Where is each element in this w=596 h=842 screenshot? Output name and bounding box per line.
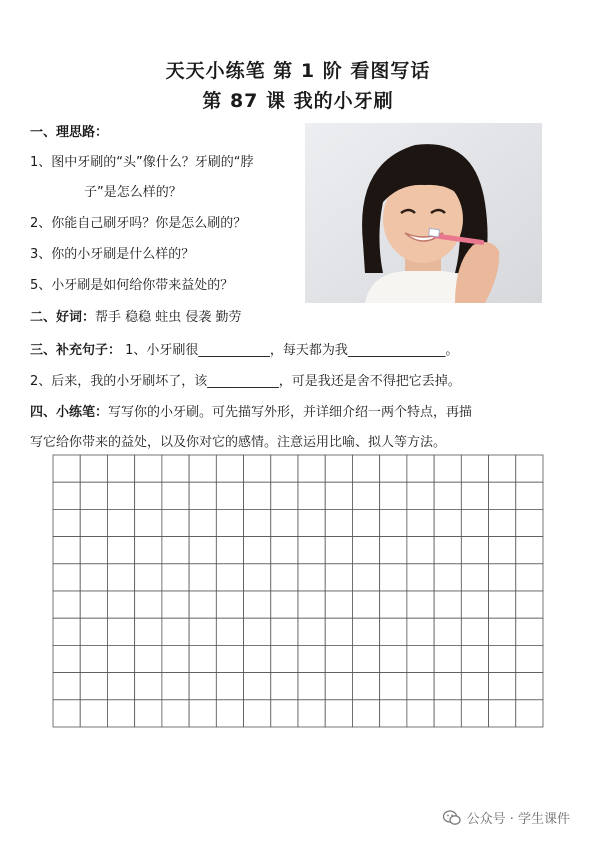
grid-cell[interactable] <box>162 455 189 482</box>
grid-cell[interactable] <box>325 618 352 645</box>
grid-cell[interactable] <box>216 673 243 700</box>
grid-cell[interactable] <box>352 673 379 700</box>
grid-cell[interactable] <box>352 564 379 591</box>
grid-cell[interactable] <box>107 645 134 672</box>
grid-cell[interactable] <box>489 455 516 482</box>
grid-cell[interactable] <box>434 700 461 727</box>
grid-cell[interactable] <box>298 509 325 536</box>
grid-cell[interactable] <box>489 673 516 700</box>
grid-cell[interactable] <box>352 482 379 509</box>
grid-cell[interactable] <box>162 673 189 700</box>
grid-cell[interactable] <box>107 564 134 591</box>
grid-cell[interactable] <box>434 537 461 564</box>
grid-cell[interactable] <box>516 482 543 509</box>
grid-cell[interactable] <box>135 673 162 700</box>
grid-cell[interactable] <box>53 482 80 509</box>
grid-cell[interactable] <box>352 591 379 618</box>
grid-cell[interactable] <box>407 673 434 700</box>
grid-cell[interactable] <box>107 482 134 509</box>
grid-cell[interactable] <box>107 537 134 564</box>
grid-cell[interactable] <box>189 645 216 672</box>
grid-cell[interactable] <box>352 618 379 645</box>
grid-cell[interactable] <box>162 537 189 564</box>
writing-prompt-line1: 写写你的小牙刷。可先描写外形，并详细介绍一两个特点，再描 <box>108 405 473 420</box>
grid-cell[interactable] <box>80 537 107 564</box>
grid-cell[interactable] <box>53 618 80 645</box>
girl-brushing-teeth-photo <box>305 123 542 303</box>
grid-cell[interactable] <box>434 482 461 509</box>
grid-cell[interactable] <box>135 700 162 727</box>
grid-cell[interactable] <box>53 509 80 536</box>
grid-cell[interactable] <box>407 455 434 482</box>
grid-cell[interactable] <box>216 645 243 672</box>
grid-cell[interactable] <box>380 618 407 645</box>
grid-cell[interactable] <box>516 591 543 618</box>
grid-cell[interactable] <box>271 591 298 618</box>
grid-cell[interactable] <box>244 564 271 591</box>
grid-cell[interactable] <box>516 537 543 564</box>
grid-cell[interactable] <box>380 455 407 482</box>
grid-cell[interactable] <box>189 564 216 591</box>
grid-cell[interactable] <box>244 509 271 536</box>
grid-cell[interactable] <box>489 645 516 672</box>
wechat-icon <box>443 810 461 826</box>
grid-cell[interactable] <box>516 645 543 672</box>
grid-cell[interactable] <box>325 700 352 727</box>
grid-cell[interactable] <box>434 455 461 482</box>
grid-cell[interactable] <box>352 645 379 672</box>
grid-cell[interactable] <box>407 591 434 618</box>
grid-cell[interactable] <box>489 591 516 618</box>
grid-cell[interactable] <box>189 700 216 727</box>
grid-cell[interactable] <box>135 537 162 564</box>
grid-cell[interactable] <box>407 482 434 509</box>
grid-cell[interactable] <box>135 591 162 618</box>
grid-cell[interactable] <box>135 618 162 645</box>
grid-cell[interactable] <box>434 564 461 591</box>
grid-cell[interactable] <box>489 537 516 564</box>
grid-cell[interactable] <box>516 673 543 700</box>
grid-cell[interactable] <box>489 618 516 645</box>
grid-cell[interactable] <box>325 455 352 482</box>
grid-cell[interactable] <box>216 455 243 482</box>
grid-cell[interactable] <box>434 673 461 700</box>
grid-cell[interactable] <box>325 482 352 509</box>
grid-cell[interactable] <box>461 673 488 700</box>
grid-cell[interactable] <box>461 537 488 564</box>
grid-cell[interactable] <box>189 482 216 509</box>
grid-cell[interactable] <box>244 455 271 482</box>
grid-cell[interactable] <box>461 618 488 645</box>
grid-cell[interactable] <box>271 482 298 509</box>
grid-cell[interactable] <box>461 455 488 482</box>
grid-cell[interactable] <box>244 645 271 672</box>
grid-cell[interactable] <box>352 700 379 727</box>
section4-heading: 四、小练笔： <box>30 405 109 420</box>
section3-heading: 三、补充句子： <box>30 343 122 358</box>
grid-cell[interactable] <box>53 673 80 700</box>
grid-cell[interactable] <box>80 591 107 618</box>
sentence-1: 1、小牙刷很___________，每天都为我_______________。 <box>121 343 459 358</box>
grid-cell[interactable] <box>407 509 434 536</box>
grid-cell[interactable] <box>80 482 107 509</box>
grid-cell[interactable] <box>216 618 243 645</box>
watermark-text: 公众号 · 学生课件 <box>466 812 570 827</box>
grid-cell[interactable] <box>380 564 407 591</box>
grid-cell[interactable] <box>107 618 134 645</box>
grid-cell[interactable] <box>352 537 379 564</box>
grid-cell[interactable] <box>380 673 407 700</box>
grid-cell[interactable] <box>135 564 162 591</box>
grid-cell[interactable] <box>80 673 107 700</box>
grid-cell[interactable] <box>189 537 216 564</box>
grid-cell[interactable] <box>107 673 134 700</box>
grid-cell[interactable] <box>380 537 407 564</box>
grid-cell[interactable] <box>461 564 488 591</box>
grid-cell[interactable] <box>80 618 107 645</box>
grid-cell[interactable] <box>271 618 298 645</box>
grid-cell[interactable] <box>516 618 543 645</box>
grid-cell[interactable] <box>380 591 407 618</box>
grid-cell[interactable] <box>53 455 80 482</box>
grid-cell[interactable] <box>434 645 461 672</box>
grid-cell[interactable] <box>407 700 434 727</box>
question-1-line2: 子”是怎么样的？ <box>84 185 182 200</box>
section2-heading: 二、好词： <box>30 310 96 325</box>
grid-cell[interactable] <box>80 645 107 672</box>
writing-prompt-line2: 写它给你带来的益处，以及你对它的感情。注意运用比喻、拟人等方法。 <box>30 435 447 450</box>
grid-cell[interactable] <box>380 509 407 536</box>
grid-cell[interactable] <box>298 591 325 618</box>
writing-grid[interactable] <box>52 454 544 728</box>
grid-cell[interactable] <box>135 482 162 509</box>
grid-cell[interactable] <box>271 700 298 727</box>
grid-cell[interactable] <box>271 564 298 591</box>
grid-cell[interactable] <box>516 700 543 727</box>
watermark <box>443 808 570 827</box>
grid-cell[interactable] <box>407 645 434 672</box>
grid-cell[interactable] <box>244 591 271 618</box>
grid-cell[interactable] <box>244 700 271 727</box>
grid-cell[interactable] <box>162 700 189 727</box>
grid-cell[interactable] <box>516 455 543 482</box>
grid-cell[interactable] <box>489 482 516 509</box>
fill-sentence-row-1 <box>30 339 458 358</box>
grid-cell[interactable] <box>80 700 107 727</box>
grid-cell[interactable] <box>461 591 488 618</box>
grid-cell[interactable] <box>107 591 134 618</box>
grid-cell[interactable] <box>244 482 271 509</box>
grid-cell[interactable] <box>189 591 216 618</box>
grid-cell[interactable] <box>489 509 516 536</box>
grid-cell[interactable] <box>53 564 80 591</box>
grid-cell[interactable] <box>325 564 352 591</box>
grid-cell[interactable] <box>352 455 379 482</box>
grid-cell[interactable] <box>380 482 407 509</box>
lesson-title: 第 87 课 我的小牙刷 <box>202 90 394 112</box>
grid-cell[interactable] <box>461 645 488 672</box>
grid-cell[interactable] <box>216 482 243 509</box>
grid-cell[interactable] <box>298 618 325 645</box>
grid-cell[interactable] <box>80 564 107 591</box>
grid-cell[interactable] <box>53 537 80 564</box>
grid-cell[interactable] <box>271 673 298 700</box>
grid-cell[interactable] <box>80 455 107 482</box>
grid-cell[interactable] <box>407 564 434 591</box>
grid-cell[interactable] <box>461 700 488 727</box>
grid-cell[interactable] <box>325 645 352 672</box>
question-1-line1: 1、图中牙刷的“头”像什么？牙刷的“脖 <box>30 155 254 170</box>
grid-cell[interactable] <box>244 673 271 700</box>
question-5: 5、小牙刷是如何给你带来益处的？ <box>30 278 234 293</box>
question-2: 2、你能自己刷牙吗？你是怎么刷的？ <box>30 216 247 231</box>
grid-cell[interactable] <box>516 564 543 591</box>
grid-cell[interactable] <box>135 509 162 536</box>
grid-cell[interactable] <box>135 645 162 672</box>
good-words-row <box>30 306 242 325</box>
grid-cell[interactable] <box>53 591 80 618</box>
grid-cell[interactable] <box>216 591 243 618</box>
grid-cell[interactable] <box>434 591 461 618</box>
grid-cell[interactable] <box>216 564 243 591</box>
grid-cell[interactable] <box>325 509 352 536</box>
grid-cell[interactable] <box>216 509 243 536</box>
grid-cell[interactable] <box>461 509 488 536</box>
grid-cell[interactable] <box>325 591 352 618</box>
sentence-2: 2、后来，我的小牙刷坏了，该___________，可是我还是舍不得把它丢掉。 <box>30 374 461 389</box>
grid-cell[interactable] <box>271 455 298 482</box>
grid-cell[interactable] <box>135 455 162 482</box>
grid-cell[interactable] <box>80 509 107 536</box>
grid-cell[interactable] <box>407 618 434 645</box>
grid-cell[interactable] <box>461 482 488 509</box>
grid-cell[interactable] <box>298 537 325 564</box>
question-3: 3、你的小牙刷是什么样的？ <box>30 247 195 262</box>
worksheet-title: 天天小练笔 第 1 阶 看图写话 <box>165 60 431 82</box>
section1-heading: 一、理思路： <box>30 125 109 140</box>
grid-cell[interactable] <box>189 455 216 482</box>
grid-cell[interactable] <box>380 645 407 672</box>
good-words: 帮手 稳稳 蛀虫 侵袭 勤劳 <box>95 310 242 325</box>
grid-cell[interactable] <box>325 673 352 700</box>
grid-cell[interactable] <box>434 618 461 645</box>
grid-cell[interactable] <box>162 564 189 591</box>
grid-cell[interactable] <box>298 673 325 700</box>
grid-cell[interactable] <box>271 509 298 536</box>
grid-cell[interactable] <box>516 509 543 536</box>
grid-cell[interactable] <box>380 700 407 727</box>
grid-cell[interactable] <box>407 537 434 564</box>
grid-cell[interactable] <box>298 564 325 591</box>
grid-cell[interactable] <box>298 455 325 482</box>
grid-cell[interactable] <box>298 482 325 509</box>
grid-cell[interactable] <box>325 537 352 564</box>
grid-cell[interactable] <box>162 482 189 509</box>
grid-cell[interactable] <box>244 537 271 564</box>
grid-cell[interactable] <box>434 509 461 536</box>
grid-cell[interactable] <box>298 645 325 672</box>
grid-cell[interactable] <box>162 645 189 672</box>
grid-cell[interactable] <box>162 591 189 618</box>
grid-cell[interactable] <box>271 645 298 672</box>
grid-cell[interactable] <box>162 618 189 645</box>
grid-cell[interactable] <box>162 509 189 536</box>
grid-cell[interactable] <box>107 455 134 482</box>
grid-cell[interactable] <box>189 673 216 700</box>
grid-cell[interactable] <box>298 700 325 727</box>
grid-cell[interactable] <box>271 537 298 564</box>
grid-cell[interactable] <box>244 618 271 645</box>
grid-cell[interactable] <box>53 700 80 727</box>
grid-cell[interactable] <box>53 645 80 672</box>
grid-cell[interactable] <box>489 564 516 591</box>
writing-prompt-row-1 <box>30 401 472 420</box>
grid-cell[interactable] <box>107 700 134 727</box>
grid-cell[interactable] <box>216 537 243 564</box>
grid-cell[interactable] <box>189 618 216 645</box>
grid-cell[interactable] <box>352 509 379 536</box>
grid-cell[interactable] <box>189 509 216 536</box>
grid-cell[interactable] <box>489 700 516 727</box>
grid-cell[interactable] <box>216 700 243 727</box>
grid-cell[interactable] <box>107 509 134 536</box>
